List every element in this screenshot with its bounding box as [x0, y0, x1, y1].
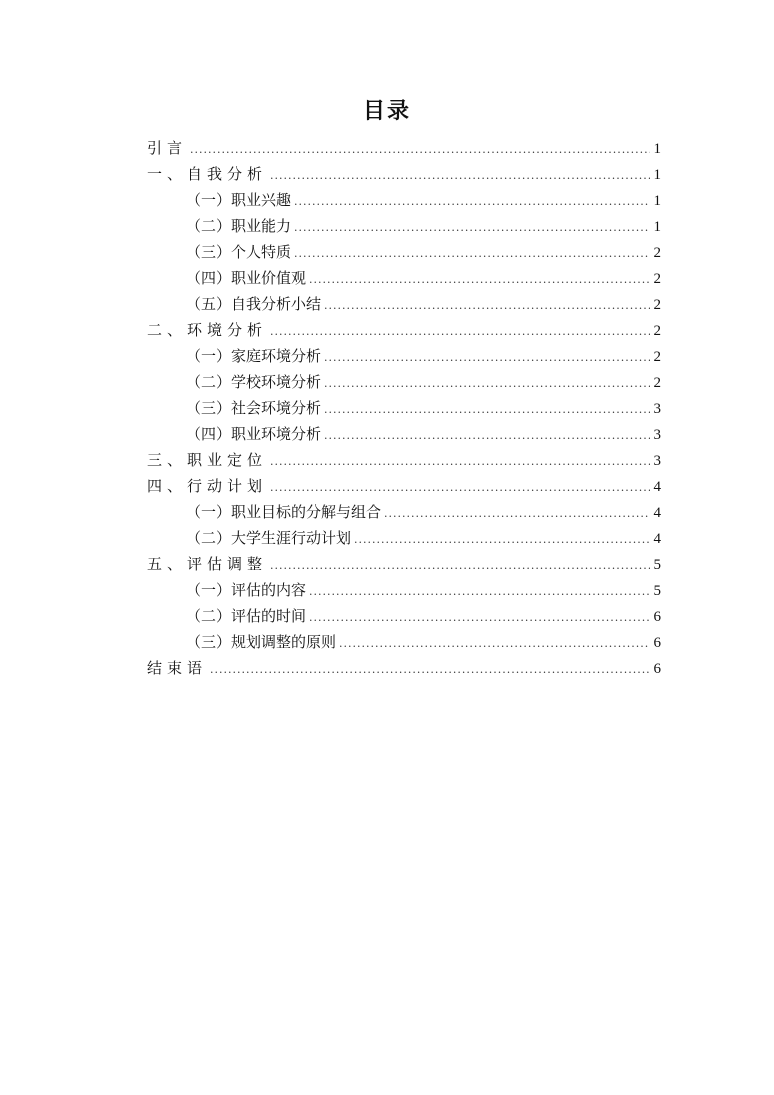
toc-entry-introduction[interactable] [147, 135, 661, 161]
toc-entry-self-analysis[interactable] [147, 161, 661, 187]
dot-leader [270, 319, 650, 345]
toc-entry-label: （四）职业价值观 [186, 269, 307, 287]
dot-leader [339, 631, 650, 657]
toc-entry-label: （三）社会环境分析 [186, 399, 322, 417]
toc-page-number: 4 [653, 479, 661, 495]
dot-leader [294, 241, 650, 267]
toc-page-number: 5 [653, 557, 661, 573]
toc-entry-label: 引言 [147, 139, 188, 157]
toc-entry-label: （二）学校环境分析 [186, 373, 322, 391]
toc-entry-college-action-plan[interactable] [147, 525, 661, 551]
toc-entry-career-interest[interactable] [147, 187, 661, 213]
dot-leader [270, 163, 650, 189]
toc-entry-label: 五、评估调整 [147, 555, 268, 573]
toc-entry-label: （三）规划调整的原则 [186, 633, 337, 651]
dot-leader [190, 137, 650, 163]
dot-leader [324, 345, 650, 371]
toc-page-number: 1 [653, 167, 661, 183]
toc-entry-label: （二）职业能力 [186, 217, 292, 235]
toc-entry-environment-analysis[interactable] [147, 317, 661, 343]
dot-leader [309, 579, 650, 605]
toc-entry-evaluation-adjustment[interactable] [147, 551, 661, 577]
toc-entry-conclusion[interactable] [147, 655, 661, 681]
toc-page-number: 2 [653, 375, 661, 391]
dot-leader [354, 527, 650, 553]
toc-page-number: 1 [653, 141, 661, 157]
toc-entry-personal-traits[interactable] [147, 239, 661, 265]
toc-entry-action-plan[interactable] [147, 473, 661, 499]
dot-leader [294, 189, 650, 215]
toc-entry-goal-decomposition[interactable] [147, 499, 661, 525]
toc-entry-evaluation-time[interactable] [147, 603, 661, 629]
toc-page-number: 3 [653, 401, 661, 417]
toc-page-number: 2 [653, 323, 661, 339]
dot-leader [384, 501, 650, 527]
toc-entry-career-values[interactable] [147, 265, 661, 291]
toc-page-number: 6 [653, 609, 661, 625]
toc-page-number: 4 [653, 531, 661, 547]
toc-entry-career-positioning[interactable] [147, 447, 661, 473]
toc-title: 目录 [362, 99, 411, 124]
toc-page-number: 6 [653, 661, 661, 677]
dot-leader [270, 475, 650, 501]
toc-entry-social-environment[interactable] [147, 395, 661, 421]
toc-page-number: 4 [653, 505, 661, 521]
toc-entry-label: （一）评估的内容 [186, 581, 307, 599]
toc-entry-label: 四、行动计划 [147, 477, 268, 495]
dot-leader [270, 449, 650, 475]
dot-leader [324, 397, 650, 423]
toc-page-number: 1 [653, 193, 661, 209]
toc-entry-label: （三）个人特质 [186, 243, 292, 261]
toc-entry-label: 二、环境分析 [147, 321, 268, 339]
dot-leader [324, 423, 650, 449]
dot-leader [309, 267, 650, 293]
toc-page-number: 3 [653, 427, 661, 443]
toc-page-number: 5 [653, 583, 661, 599]
toc-page-number: 2 [653, 271, 661, 287]
toc-entry-adjustment-principles[interactable] [147, 629, 661, 655]
dot-leader [270, 553, 650, 579]
toc-entry-label: 一、自我分析 [147, 165, 268, 183]
toc-page-number: 2 [653, 349, 661, 365]
toc-entry-evaluation-content[interactable] [147, 577, 661, 603]
toc-entry-family-environment[interactable] [147, 343, 661, 369]
toc-page-number: 2 [653, 245, 661, 261]
dot-leader [294, 215, 650, 241]
toc-entry-label: （一）职业目标的分解与组合 [186, 503, 382, 521]
toc-entry-label: （一）家庭环境分析 [186, 347, 322, 365]
toc-entry-label: （二）评估的时间 [186, 607, 307, 625]
toc-entry-label: （一）职业兴趣 [186, 191, 292, 209]
toc-entry-label: （二）大学生涯行动计划 [186, 529, 352, 547]
toc-entry-career-ability[interactable] [147, 213, 661, 239]
table-of-contents [147, 135, 661, 681]
dot-leader [324, 371, 650, 397]
toc-page-number: 1 [653, 219, 661, 235]
dot-leader [309, 605, 650, 631]
toc-entry-label: 三、职业定位 [147, 451, 268, 469]
dot-leader [210, 657, 650, 683]
toc-page-number: 6 [653, 635, 661, 651]
toc-entry-school-environment[interactable] [147, 369, 661, 395]
toc-entry-label: （四）职业环境分析 [186, 425, 322, 443]
toc-entry-self-analysis-summary[interactable] [147, 291, 661, 317]
toc-page-number: 2 [653, 297, 661, 313]
toc-entry-label: （五）自我分析小结 [186, 295, 322, 313]
toc-page-number: 3 [653, 453, 661, 469]
toc-entry-label: 结束语 [147, 659, 208, 677]
toc-entry-career-environment[interactable] [147, 421, 661, 447]
dot-leader [324, 293, 650, 319]
